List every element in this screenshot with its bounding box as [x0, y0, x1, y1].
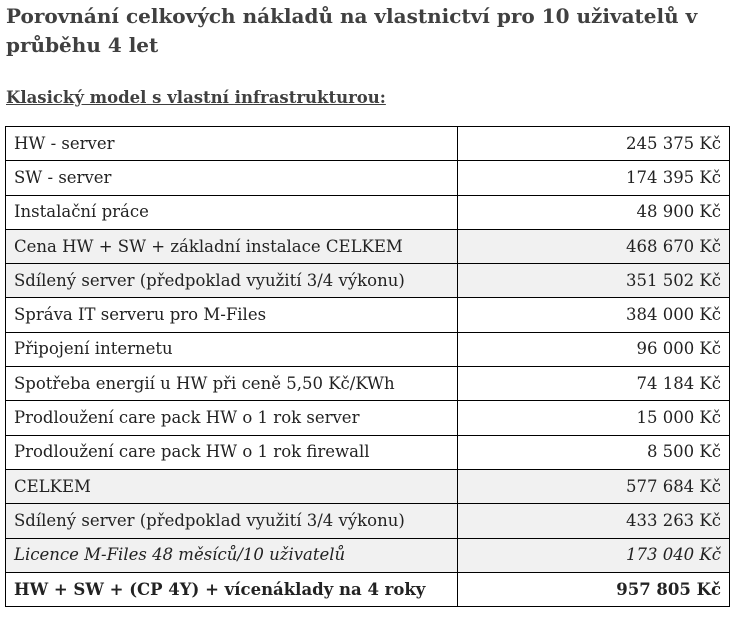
row-value: 74 184 Kč — [458, 367, 730, 401]
cost-table — [5, 126, 730, 607]
row-value: 577 684 Kč — [458, 469, 730, 503]
row-value: 173 040 Kč — [458, 538, 730, 572]
row-value: 957 805 Kč — [458, 572, 730, 606]
row-label: Sdílený server (předpoklad využití 3/4 výkonu) — [6, 264, 458, 298]
row-value: 8 500 Kč — [458, 435, 730, 469]
row-label: Sdílený server (předpoklad využití 3/4 výkonu) — [6, 504, 458, 538]
row-label: HW - server — [6, 127, 458, 161]
row-value: 48 900 Kč — [458, 195, 730, 229]
row-value: 433 263 Kč — [458, 504, 730, 538]
row-label: CELKEM — [6, 469, 458, 503]
table-row — [6, 127, 730, 161]
row-label: Spotřeba energií u HW při ceně 5,50 Kč/KWh — [6, 367, 458, 401]
table-row — [6, 504, 730, 538]
row-value: 245 375 Kč — [458, 127, 730, 161]
row-label: Licence M-Files 48 měsíců/10 uživatelů — [6, 538, 458, 572]
row-value: 96 000 Kč — [458, 332, 730, 366]
table-row — [6, 367, 730, 401]
table-row — [6, 229, 730, 263]
table-row — [6, 264, 730, 298]
row-label: Instalační práce — [6, 195, 458, 229]
row-value: 384 000 Kč — [458, 298, 730, 332]
table-row — [6, 401, 730, 435]
row-label: Prodloužení care pack HW o 1 rok server — [6, 401, 458, 435]
section-subtitle: Klasický model s vlastní infrastrukturou: — [6, 88, 386, 107]
row-value: 15 000 Kč — [458, 401, 730, 435]
table-row — [6, 435, 730, 469]
row-value: 468 670 Kč — [458, 229, 730, 263]
row-label: Správa IT serveru pro M-Files — [6, 298, 458, 332]
table-row — [6, 538, 730, 572]
table-row — [6, 195, 730, 229]
document-title: Porovnání celkových nákladů na vlastnictví pro 10 uživatelů v průběhu 4 let — [6, 4, 698, 57]
row-value: 174 395 Kč — [458, 161, 730, 195]
table-row — [6, 332, 730, 366]
row-label: HW + SW + (CP 4Y) + vícenáklady na 4 roky — [6, 572, 458, 606]
table-row-total — [6, 572, 730, 606]
row-value: 351 502 Kč — [458, 264, 730, 298]
table-row — [6, 161, 730, 195]
row-label: Cena HW + SW + základní instalace CELKEM — [6, 229, 458, 263]
row-label: Připojení internetu — [6, 332, 458, 366]
row-label: SW - server — [6, 161, 458, 195]
row-label: Prodloužení care pack HW o 1 rok firewall — [6, 435, 458, 469]
table-row — [6, 298, 730, 332]
table-row — [6, 469, 730, 503]
